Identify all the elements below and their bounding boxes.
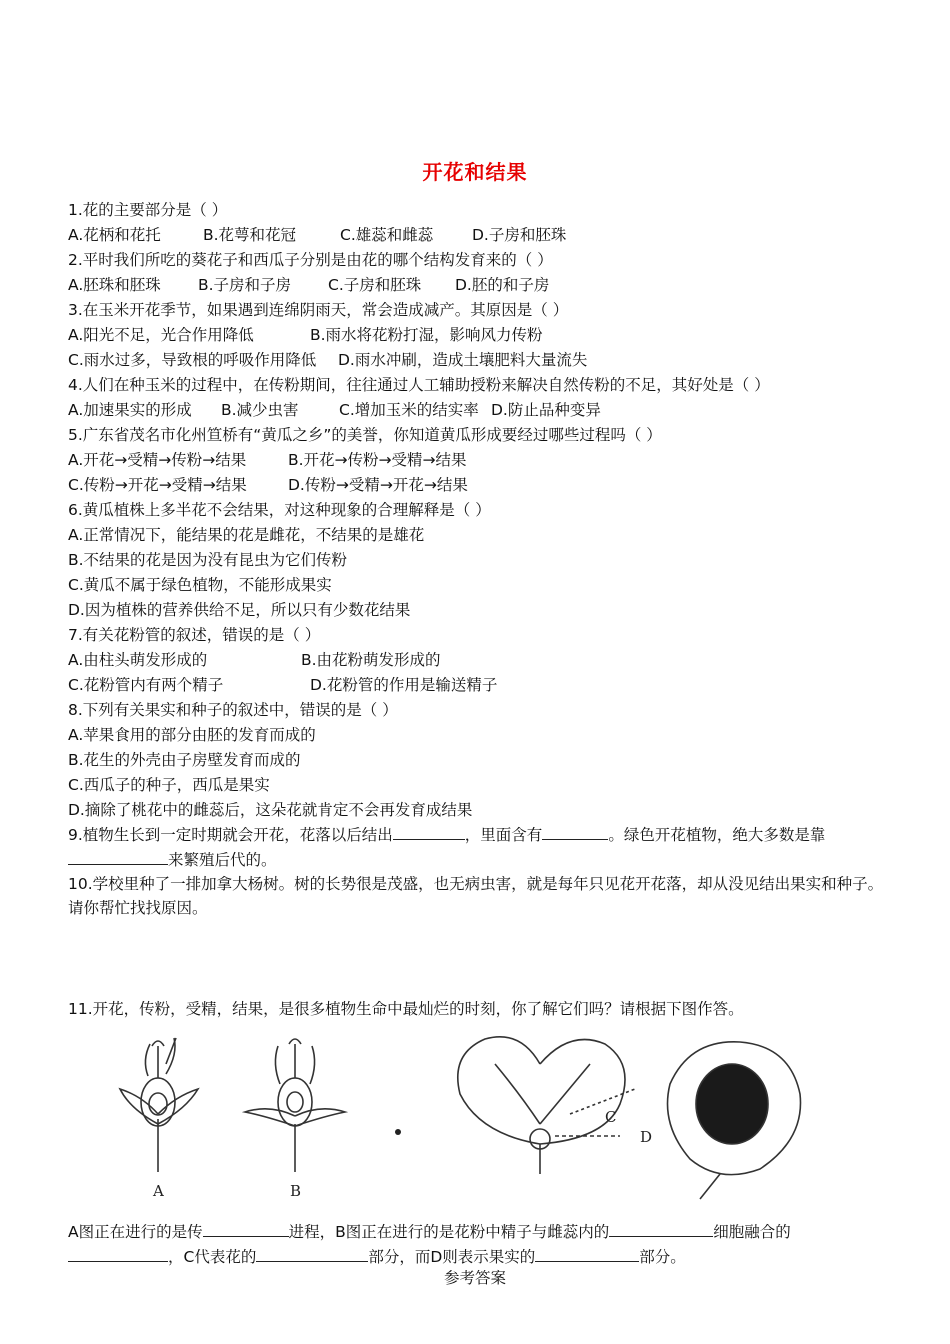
question-11-fill-line1 bbox=[68, 1221, 791, 1243]
q8-option-c: C.西瓜子的种子，西瓜是果实 bbox=[68, 776, 270, 794]
q11-text-6: 部分。 bbox=[639, 1248, 686, 1266]
flower-pollination-figure bbox=[100, 1024, 880, 1204]
page-title: 开花和结果 bbox=[422, 160, 528, 184]
q4-option-a: A.加速果实的形成 bbox=[68, 401, 192, 419]
q3-option-c: C.雨水过多，导致根的呼吸作用降低 bbox=[68, 351, 317, 369]
question-7-stem: 7.有关花粉管的叙述，错误的是（ ） bbox=[68, 626, 321, 644]
q2-option-b: B.子房和子房 bbox=[198, 276, 292, 294]
q11-blank-2[interactable] bbox=[609, 1221, 713, 1237]
q11-blank-5[interactable] bbox=[535, 1246, 639, 1262]
q9-blank-2[interactable] bbox=[542, 824, 608, 840]
question-5-stem: 5.广东省茂名市化州笪桥有“黄瓜之乡”的美誉，你知道黄瓜形成要经过哪些过程吗（ ） bbox=[68, 426, 662, 444]
q7-option-d: D.花粉管的作用是输送精子 bbox=[310, 676, 498, 694]
q1-option-b: B.花萼和花冠 bbox=[203, 226, 297, 244]
q11-blank-3[interactable] bbox=[68, 1246, 168, 1262]
question-1-stem: 1.花的主要部分是（ ） bbox=[68, 201, 228, 219]
figure-label-a: A bbox=[153, 1182, 164, 1200]
q9-text-2: ，里面含有 bbox=[464, 826, 543, 844]
question-9-line1 bbox=[68, 824, 825, 846]
q9-blank-3[interactable] bbox=[68, 849, 168, 865]
question-5-options-ab bbox=[68, 449, 467, 471]
q7-option-b: B.由花粉萌发形成的 bbox=[301, 651, 441, 669]
fruit-d-drawing bbox=[668, 1042, 801, 1199]
q5-option-c: C.传粉→开花→受精→结果 bbox=[68, 476, 247, 494]
q5-option-d: D.传粉→受精→开花→结果 bbox=[288, 476, 468, 494]
question-5-options-cd bbox=[68, 474, 468, 496]
q4-option-d: D.防止品种变异 bbox=[491, 401, 601, 419]
q7-option-a: A.由柱头萌发形成的 bbox=[68, 651, 208, 669]
figure-label-c: C bbox=[605, 1108, 617, 1126]
question-3-options-cd bbox=[68, 349, 587, 371]
q11-blank-4[interactable] bbox=[256, 1246, 368, 1262]
q6-option-a: A.正常情况下，能结果的花是雌花，不结果的是雄花 bbox=[68, 526, 425, 544]
q1-option-d: D.子房和胚珠 bbox=[472, 226, 567, 244]
question-11-stem: 11.开花，传粉，受精，结果，是很多植物生命中最灿烂的时刻，你了解它们吗？请根据下图作答。 bbox=[68, 1000, 744, 1018]
q4-option-b: B.减少虫害 bbox=[221, 401, 299, 419]
question-9-line2 bbox=[68, 849, 277, 871]
q9-text-1: 9.植物生长到一定时期就会开花，花落以后结出 bbox=[68, 826, 393, 844]
q9-text-3: 。绿色开花植物，绝大多数是靠 bbox=[608, 826, 826, 844]
q6-option-c: C.黄瓜不属于绿色植物，不能形成果实 bbox=[68, 576, 332, 594]
q8-option-b: B.花生的外壳由子房壁发育而成的 bbox=[68, 751, 301, 769]
q4-option-c: C.增加玉米的结实率 bbox=[339, 401, 479, 419]
flower-c-drawing bbox=[458, 1037, 635, 1174]
question-11-fill-line2 bbox=[68, 1246, 686, 1268]
question-1-options bbox=[68, 224, 566, 246]
flower-b-drawing bbox=[245, 1039, 345, 1172]
q1-option-c: C.雄蕊和雌蕊 bbox=[340, 226, 434, 244]
q9-text-4: 来繁殖后代的。 bbox=[168, 851, 277, 869]
q8-option-a: A.苹果食用的部分由胚的发育而成的 bbox=[68, 726, 316, 744]
question-3-options-ab bbox=[68, 324, 543, 346]
question-6-stem: 6.黄瓜植株上多半花不会结果，对这种现象的合理解释是（ ） bbox=[68, 501, 491, 519]
figure-label-d: D bbox=[640, 1128, 653, 1146]
q8-option-d: D.摘除了桃花中的雌蕊后，这朵花就肯定不会再发育成结果 bbox=[68, 801, 473, 819]
q1-option-a: A.花柄和花托 bbox=[68, 226, 161, 244]
question-7-options-ab bbox=[68, 649, 441, 671]
question-3-stem: 3.在玉米开花季节，如果遇到连绵阴雨天，常会造成减产。其原因是（ ） bbox=[68, 301, 569, 319]
q6-option-d: D.因为植株的营养供给不足，所以只有少数花结果 bbox=[68, 601, 411, 619]
q3-option-b: B.雨水将花粉打湿，影响风力传粉 bbox=[310, 326, 543, 344]
question-2-stem: 2.平时我们所吃的葵花子和西瓜子分别是由花的哪个结构发育来的（ ） bbox=[68, 251, 553, 269]
question-2-options bbox=[68, 274, 549, 296]
question-7-options-cd bbox=[68, 674, 497, 696]
q11-blank-1[interactable] bbox=[203, 1221, 289, 1237]
stray-dot bbox=[395, 1129, 401, 1135]
q3-option-d: D.雨水冲刷，造成土壤肥料大量流失 bbox=[338, 351, 588, 369]
q2-option-c: C.子房和胚珠 bbox=[328, 276, 422, 294]
q2-option-a: A.胚珠和胚珠 bbox=[68, 276, 161, 294]
q7-option-c: C.花粉管内有两个精子 bbox=[68, 676, 224, 694]
q11-text-4: ，C代表花的 bbox=[168, 1248, 257, 1266]
figure-drawing bbox=[100, 1024, 880, 1204]
answer-key-heading: 参考答案 bbox=[443, 1269, 506, 1287]
question-10-stem: 10.学校里种了一排加拿大杨树。树的长势很是茂盛，也无病虫害，就是每年只见花开花落，却从没见结出果实和种子。请你帮忙找找原因。 bbox=[68, 875, 884, 917]
q6-option-b: B.不结果的花是因为没有昆虫为它们传粉 bbox=[68, 551, 348, 569]
q5-option-a: A.开花→受精→传粉→结果 bbox=[68, 451, 247, 469]
question-8-stem: 8.下列有关果实和种子的叙述中，错误的是（ ） bbox=[68, 701, 398, 719]
q3-option-a: A.阳光不足，光合作用降低 bbox=[68, 326, 254, 344]
question-4-options bbox=[68, 399, 601, 421]
q11-text-5: 部分，而D则表示果实的 bbox=[368, 1248, 536, 1266]
q5-option-b: B.开花→传粉→受精→结果 bbox=[288, 451, 467, 469]
flower-a-drawing bbox=[120, 1038, 198, 1172]
q11-text-2: 进程，B图正在进行的是花粉中精子与雌蕊内的 bbox=[288, 1223, 610, 1241]
q11-text-1: A图正在进行的是传 bbox=[68, 1223, 203, 1241]
figure-label-b: B bbox=[290, 1182, 302, 1200]
q11-text-3: 细胞融合的 bbox=[713, 1223, 791, 1241]
question-4-stem: 4.人们在种玉米的过程中，在传粉期间，往往通过人工辅助授粉来解决自然传粉的不足，其好处是（ ） bbox=[68, 376, 770, 394]
q9-blank-1[interactable] bbox=[393, 824, 465, 840]
q2-option-d: D.胚的和子房 bbox=[455, 276, 550, 294]
